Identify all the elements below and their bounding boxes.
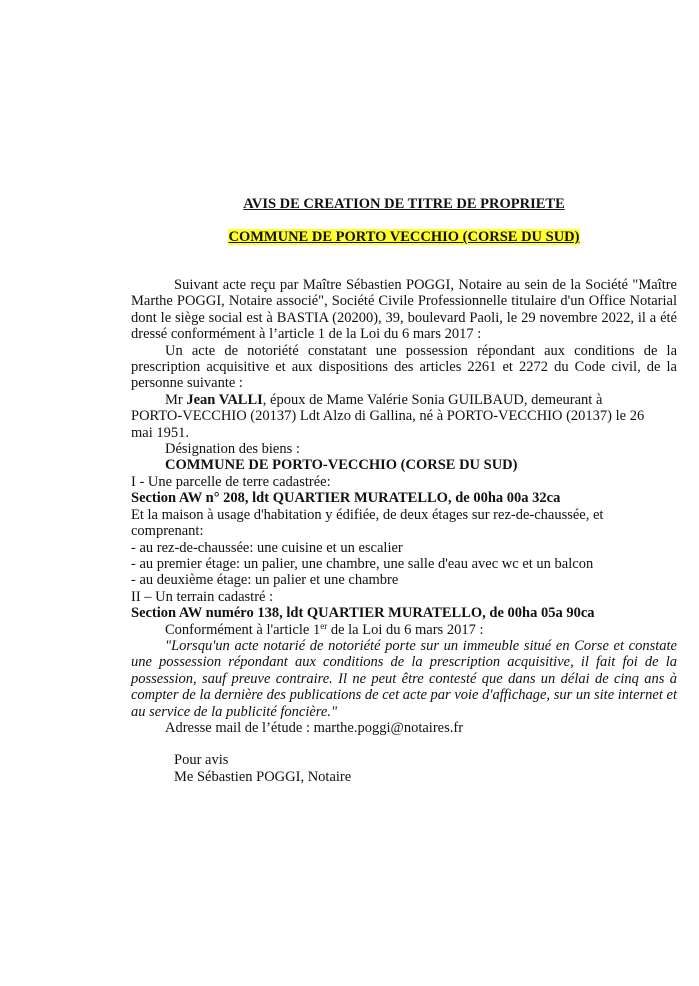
parcel2-section: Section AW numéro 138, ldt QUARTIER MURATELLO, de 00ha 05a 90ca <box>131 605 595 622</box>
closing: Pour avis <box>174 752 229 769</box>
document-subtitle <box>131 229 677 246</box>
parcel2-heading: II – Un terrain cadastré : <box>131 588 274 605</box>
person-address: PORTO-VECCHIO (20137) Ldt Alzo di Gallina, né à PORTO-VECCHIO (20137) le 26 <box>131 408 645 425</box>
parcel1-heading: I - Une parcelle de terre cadastrée: <box>131 473 331 490</box>
parcel1-section: Section AW n° 208, ldt QUARTIER MURATELLO, de 00ha 00a 32ca <box>131 490 561 507</box>
acte-paragraph: Un acte de notoriété constatant une possession répondant aux conditions de la prescription acquisitive et aux dispositions des articles 2261 et 2272 du Code civil, de la personne suivante : <box>131 342 677 392</box>
floor-item: - au rez-de-chaussée: une cuisine et un escalier <box>131 539 403 556</box>
law-quote: "Lorsqu'un acte notarié de notoriété porte sur un immeuble situé en Corse et constate une possession répondant aux conditions de la prescription acquisitive, il fait foi de la possession, sauf preuve contraire. Il ne peut être contesté que dans un délai de cinq ans à compter de la dernière des publications de cet acte par voie d'affichage, sur un site internet et au service de la publicité foncière." <box>131 637 677 720</box>
document-title: AVIS DE CREATION DE TITRE DE PROPRIETE <box>243 196 565 212</box>
parcel1-description-cont: comprenant: <box>131 523 204 540</box>
person-birth: mai 1951. <box>131 424 189 441</box>
highlighted-commune: COMMUNE DE PORTO VECCHIO (CORSE DU SUD) <box>228 229 580 245</box>
email-line: Adresse mail de l’étude : marthe.poggi@notaires.fr <box>165 719 464 736</box>
floor-item: - au deuxième étage: un palier et une chambre <box>131 572 399 589</box>
law-reference: Conformément à l'article 1er de la Loi du 6 mars 2017 : <box>165 620 484 638</box>
document-body <box>131 277 677 785</box>
signature: Me Sébastien POGGI, Notaire <box>174 768 352 785</box>
person-paragraph: Mr Jean VALLI, époux de Mame Valérie Sonia GUILBAUD, demeurant à <box>165 391 603 408</box>
parcel1-description: Et la maison à usage d'habitation y édifiée, de deux étages sur rez-de-chaussée, et <box>131 506 604 523</box>
commune-heading: COMMUNE DE PORTO-VECCHIO (CORSE DU SUD) <box>165 457 518 474</box>
floor-item: - au premier étage: un palier, une chambre, une salle d'eau avec wc et un balcon <box>131 555 594 572</box>
person-name: Jean VALLI <box>186 391 263 408</box>
intro-paragraph: Suivant acte reçu par Maître Sébastien POGGI, Notaire au sein de la Société "Maître Marthe POGGI, Notaire associé", Société Civile Professionnelle titulaire d'un Office Notarial dont le siège social est à BASTIA (20200), 39, boulevard Paoli, le 29 novembre 2022, il a été dressé conformément à l’article 1 de la Loi du 6 mars 2017 : <box>131 277 677 343</box>
spacer <box>131 736 677 752</box>
designation-label: Désignation des biens : <box>165 441 300 458</box>
